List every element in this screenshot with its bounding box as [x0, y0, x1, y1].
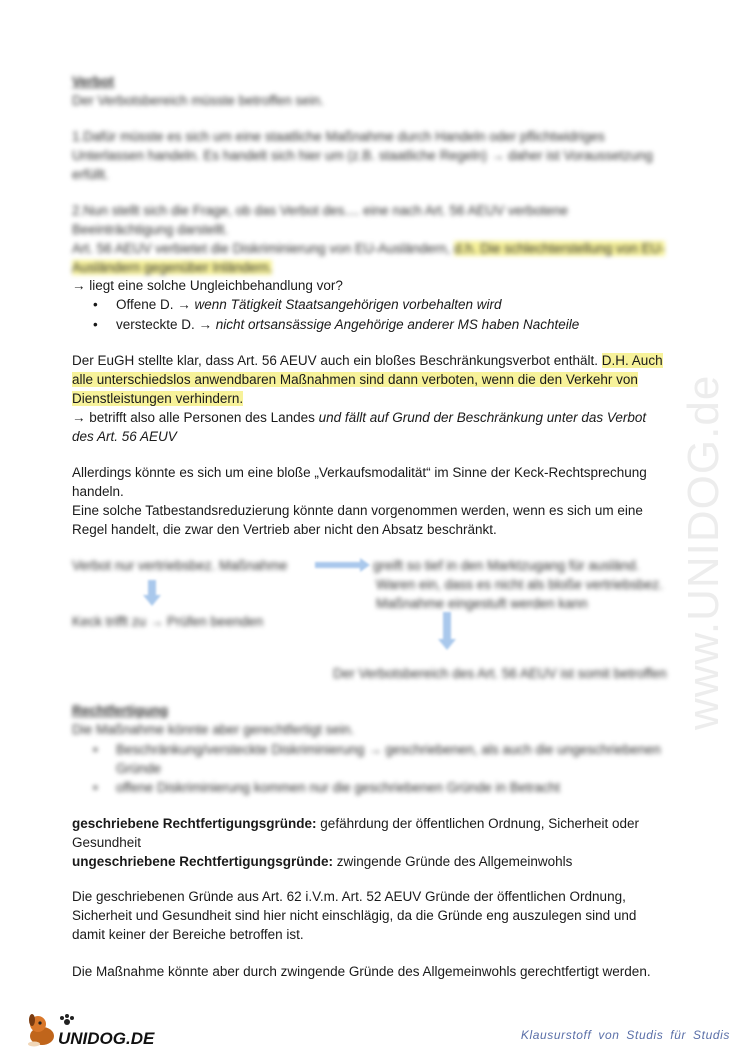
text-line: des Art. 56 AEUV — [72, 429, 177, 444]
diagram-node-right: greift so tief in den Marktzugang für ausländ. — [373, 558, 640, 573]
heading-verbot: Verbot — [72, 74, 115, 89]
text-line — [72, 408, 646, 427]
text-line: damit keiner der Bereiche betroffen ist. — [72, 927, 304, 942]
highlighted-text: D.H. Auch — [601, 353, 663, 368]
text-line: Allerdings könnte es sich um eine bloße „Verkaufsmodalität“ im Sinne der Keck-Rechtsprechung — [72, 465, 647, 480]
text-span: zwingende Gründe des Allgemeinwohls — [333, 854, 573, 869]
text-line: Eine solche Tatbestandsreduzierung könnte dann vorgenommen werden, wenn es sich um eine — [72, 503, 643, 518]
term-label: geschriebene Rechtfertigungsgründe: — [72, 816, 317, 831]
bullet-icon: • — [93, 317, 98, 332]
text-line — [72, 351, 663, 370]
text-line: Sicherheit und Gesundheit sind hier nicht einschlägig, da die Gründe eng auszulegen sind und — [72, 908, 637, 923]
text-line: handeln. — [72, 484, 124, 499]
highlighted-text: alle unterschiedslos anwendbaren Maßnahmen sind dann verboten, wenn die den Verkehr von — [72, 372, 638, 387]
arrow-right-icon — [315, 562, 361, 568]
highlighted-text: d.h. Die schlechterstellung von EU- — [453, 241, 665, 256]
text-line — [72, 239, 665, 258]
bullet-item-offene — [116, 295, 502, 314]
diagram-node-right: Maßnahme eingestuft werden kann — [376, 596, 588, 611]
text-line: Gesundheit — [72, 835, 142, 850]
bullet-item: Beschränkung/versteckte Diskriminierung → geschriebenen, als auch die ungeschriebenen — [116, 742, 661, 757]
bullet-icon: • — [93, 297, 98, 312]
text-line — [72, 852, 572, 871]
text-line: Die Maßnahme könnte aber gerechtfertigt sein. — [72, 722, 355, 737]
text-line: erfüllt. — [72, 167, 109, 182]
logo-text: UNIDOG.DE — [58, 1029, 155, 1048]
arrow-down-icon — [443, 612, 451, 640]
text-span: Art. 56 AEUV verbietet die Diskriminierung von EU-Ausländern, — [72, 241, 451, 256]
bullet-item: offene Diskriminierung kommen nur die geschriebenen Gründe in Betracht — [116, 780, 560, 795]
text-line — [72, 814, 639, 833]
highlighted-text: Dienstleistungen verhindern. — [72, 391, 244, 406]
arrow-down-icon — [148, 580, 156, 596]
bullet-icon: • — [93, 742, 98, 757]
text-span: versteckte D. → — [116, 317, 216, 332]
dog-logo-icon — [24, 1010, 164, 1050]
watermark-text: www.UNIDOG.de — [679, 374, 728, 730]
text-line: Der Verbotsbereich müsste betroffen sein. — [72, 93, 324, 108]
heading-rechtfertigung: Rechtfertigung — [72, 703, 168, 718]
text-line: Beeinträchtigung darstellt. — [72, 222, 229, 237]
diagram-node-right: Waren ein, dass es nicht als bloße vertriebsbez. — [376, 577, 663, 592]
bullet-icon: • — [93, 780, 98, 795]
footer-tagline: Klausurstoff von Studis für Studis — [520, 1028, 730, 1042]
text-line — [72, 258, 272, 277]
text-span: Der EuGH stellte klar, dass Art. 56 AEUV auch ein bloßes Beschränkungsverbot enthält. — [72, 353, 599, 368]
highlighted-text: Ausländern gegenüber Inländern. — [72, 260, 273, 275]
text-line: Die geschriebenen Gründe aus Art. 62 i.V.m. Art. 52 AEUV Gründe der öffentlichen Ordnung, — [72, 889, 626, 904]
diagram-node-left: Keck trifft zu → Prüfen beenden — [72, 614, 264, 629]
watermark — [640, 270, 750, 750]
text-line: Unterlassen handeln. Es handelt sich hier um (z.B. staatliche Regeln) → daher ist Voraussetzung — [72, 148, 653, 163]
text-span: wenn Tätigkeit Staatsangehörigen vorbehalten wird — [194, 297, 502, 312]
text-line: Regel handelt, die zwar den Vertrieb aber nicht den Absatz beschränkt. — [72, 522, 497, 537]
text-span: nicht ortsansässige Angehörige anderer MS haben Nachteile — [215, 317, 580, 332]
diagram-node-left: Verbot nur vertriebsbez. Maßnahme — [72, 558, 288, 573]
bullet-item: Gründe — [116, 761, 162, 776]
text-line: Die Maßnahme könnte aber durch zwingende Gründe des Allgemeinwohls gerechtfertigt werden. — [72, 964, 651, 979]
text-line — [72, 370, 638, 389]
text-span: gefährdung der öffentlichen Ordnung, Sicherheit oder — [316, 816, 640, 831]
text-line: 2.Nun stellt sich die Frage, ob das Verbot des.... eine nach Art. 56 AEUV verbotene — [72, 203, 569, 218]
text-line — [72, 389, 243, 408]
unidog-logo — [24, 1010, 164, 1050]
text-span: → betrifft also alle Personen des Landes — [72, 410, 319, 425]
diagram-result: Der Verbotsbereich des Art. 56 AEUV ist somit betroffen — [333, 666, 667, 681]
text-span: und fällt auf Grund der Beschränkung unter das Verbot — [318, 410, 647, 425]
text-line: 1.Dafür müsste es sich um eine staatliche Maßnahme durch Handeln oder pflichtwidriges — [72, 129, 605, 144]
term-label: ungeschriebene Rechtfertigungsgründe: — [72, 854, 334, 869]
question-line: → liegt eine solche Ungleichbehandlung vor? — [72, 278, 343, 293]
bullet-item-versteckte — [116, 315, 579, 334]
text-span: Offene D. → — [116, 297, 195, 312]
